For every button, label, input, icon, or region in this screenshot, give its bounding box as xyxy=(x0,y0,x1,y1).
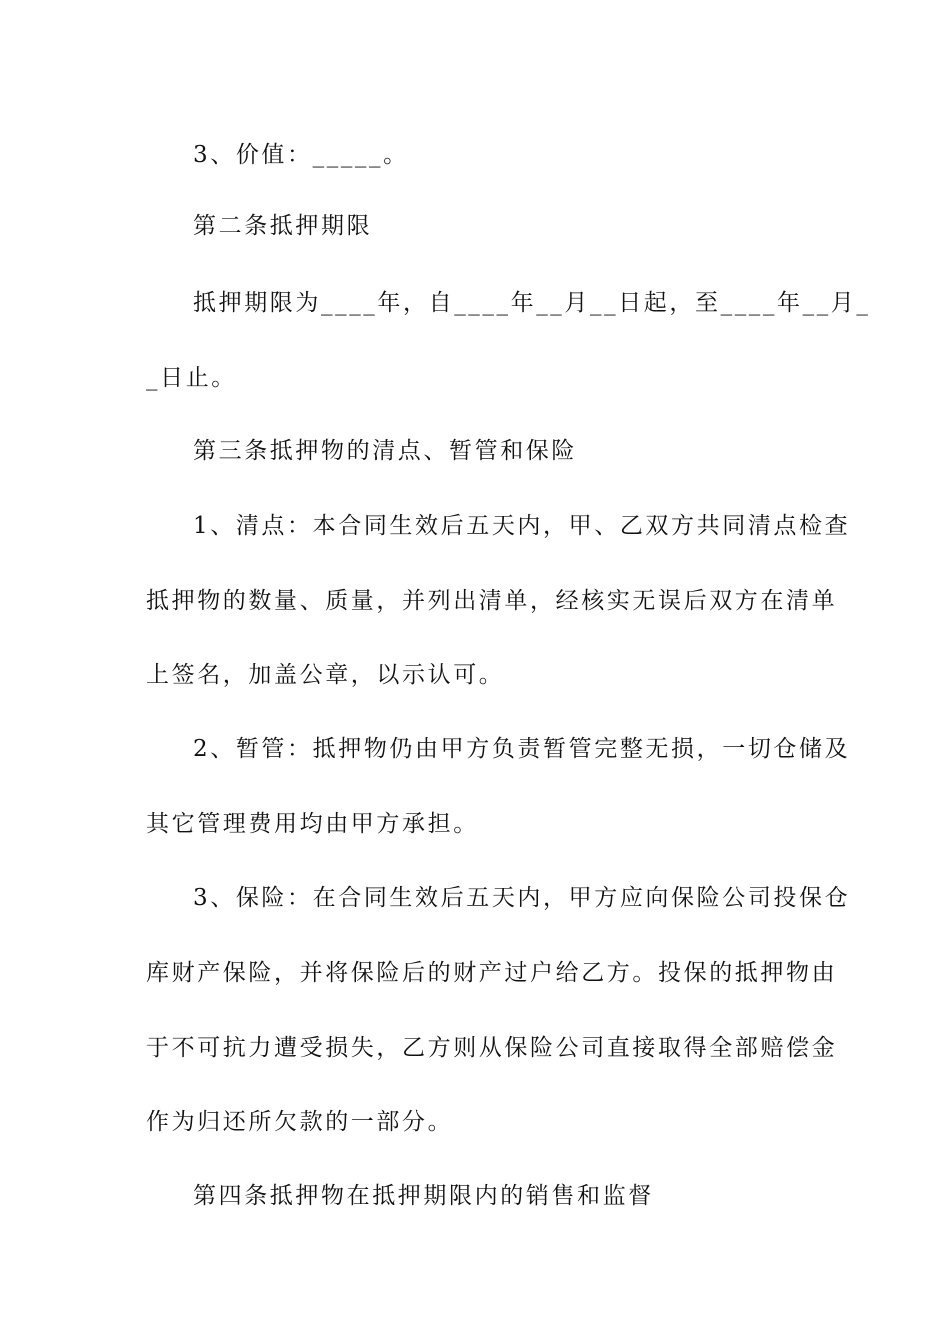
insurance-paragraph-line-3: 于不可抗力遭受损失，乙方则从保险公司直接取得全部赔偿金 xyxy=(146,1035,838,1061)
inventory-paragraph-line-3: 上签名，加盖公章，以示认可。 xyxy=(146,662,505,688)
inventory-paragraph-line-1: 1、清点：本合同生效后五天内，甲、乙双方共同清点检查 xyxy=(193,513,851,539)
insurance-paragraph-line-4: 作为归还所欠款的一部分。 xyxy=(146,1109,454,1135)
article-3-heading: 第三条抵押物的清点、暂管和保险 xyxy=(193,438,577,464)
article-4-heading: 第四条抵押物在抵押期限内的销售和监督 xyxy=(193,1183,654,1209)
inventory-paragraph-line-2: 抵押物的数量、质量，并列出清单，经核实无误后双方在清单 xyxy=(146,588,838,614)
article-2-heading: 第二条抵押期限 xyxy=(193,213,373,239)
mortgage-term-line-1: 抵押期限为____年，自____年__月__日起，至____年__月_ xyxy=(193,290,871,316)
custody-paragraph-line-2: 其它管理费用均由甲方承担。 xyxy=(146,811,479,837)
mortgage-term-line-2: _日止。 xyxy=(146,365,237,391)
insurance-paragraph-line-2: 库财产保险，并将保险后的财产过户给乙方。投保的抵押物由 xyxy=(146,960,838,986)
item-value-line: 3、价值：_____。 xyxy=(193,142,409,168)
custody-paragraph-line-1: 2、暂管：抵押物仍由甲方负责暂管完整无损，一切仓储及 xyxy=(193,736,851,762)
insurance-paragraph-line-1: 3、保险：在合同生效后五天内，甲方应向保险公司投保仓 xyxy=(193,885,851,911)
